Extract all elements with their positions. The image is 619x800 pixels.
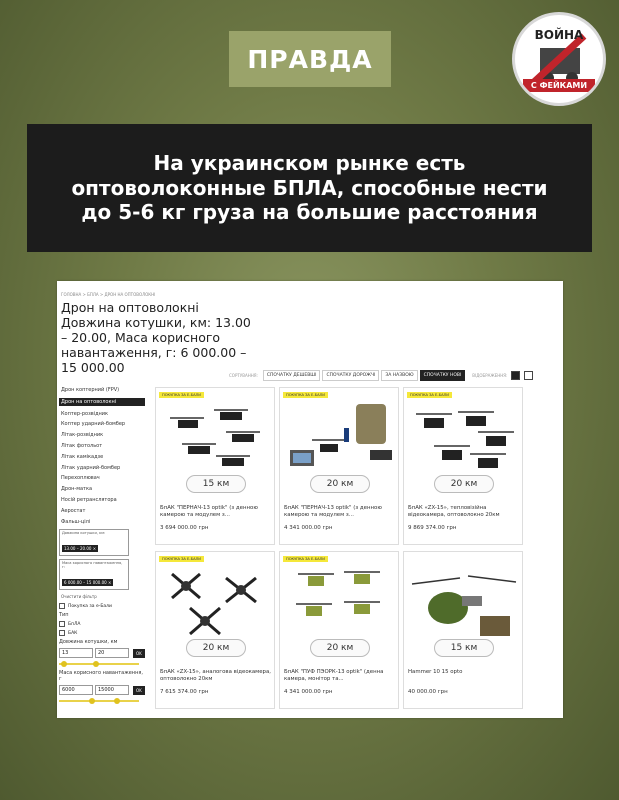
product-price: 4 341 000.00 грн — [284, 525, 333, 531]
payload-max-input[interactable]: 15000 — [95, 685, 129, 695]
sidebar-item-relay-carrier[interactable]: Носій ретранслятора — [61, 496, 117, 503]
ebaly-tag: ПОКУПКА ЗА Е-БАЛИ — [283, 392, 328, 398]
sort-name-button[interactable]: ЗА НАЗВОЮ — [381, 370, 417, 381]
sidebar-item-recon-copter[interactable]: Коптер-розвідник — [61, 410, 109, 417]
ebaly-checkbox[interactable] — [59, 603, 145, 609]
ebaly-label: Покупка за е-Бали — [68, 603, 112, 609]
active-filter-coil-value[interactable]: 13.00 – 20.00 × — [64, 546, 97, 552]
type-bak-checkbox[interactable] — [59, 630, 145, 636]
product-price: 4 341 000.00 грн — [284, 689, 333, 695]
sidebar-item-interceptor[interactable]: Перехоплювач — [61, 475, 100, 482]
ebaly-tag: ПОКУПКА ЗА Е-БАЛИ — [283, 556, 328, 562]
type-bpla-label: БпЛА — [68, 621, 81, 627]
slider-knob-max[interactable] — [114, 698, 120, 704]
payload-range-label: Маса корисного навантаження, г — [59, 670, 143, 683]
type-bpla-checkbox[interactable] — [59, 621, 145, 627]
coil-range — [59, 648, 145, 658]
pravda-badge: ПРАВДА — [229, 31, 391, 87]
sidebar-item-bomber-copter[interactable]: Коптер ударний-бомбер — [61, 421, 126, 428]
payload-slider[interactable] — [59, 698, 139, 704]
active-filter-coil[interactable] — [59, 529, 129, 556]
checkbox-icon — [59, 621, 65, 627]
active-filter-payload-label: Маса корисного навантаження, г: — [62, 561, 123, 570]
breadcrumb[interactable]: ГОЛОВНА > БПЛА > ДРОН НА ОПТОВОЛОКНІ — [61, 292, 156, 297]
ebaly-tag: ПОКУПКА ЗА Е-БАЛИ — [159, 392, 204, 398]
logo-bottom-text: С ФЕЙКАМИ — [523, 79, 595, 92]
range-badge: 20 км — [310, 639, 370, 657]
payload-min-input[interactable]: 6000 — [59, 685, 93, 695]
product-card[interactable] — [403, 387, 523, 545]
page-title: Дрон на оптоволокні Довжина котушки, км: 13.00 – 20.00, Маса корисного навантаження, г: 6 000.00 – 15 000.00 — [61, 300, 251, 375]
coil-slider[interactable] — [59, 661, 139, 667]
range-badge: 20 км — [310, 475, 370, 493]
sidebar-item-bomber-plane[interactable]: Літак ударний-бомбер — [61, 464, 121, 471]
sidebar-item-aerostat[interactable]: Аеростат — [61, 507, 86, 514]
range-badge: 15 км — [434, 639, 494, 657]
sort-expensive-button[interactable]: СПОЧАТКУ ДОРОЖЧІ — [322, 370, 379, 381]
product-card[interactable] — [279, 387, 399, 545]
product-name[interactable]: Hammer 10 15 opto — [408, 669, 463, 675]
product-name[interactable]: БпАК «ZX-15», тепловізійна відеокамера, оптоволокно 20км — [408, 505, 500, 518]
sidebar-item-fiber-drone[interactable]: Дрон на оптоволокні — [59, 398, 145, 406]
headline: На украинском рынке есть оптоволоконные БПЛА, способные нести до 5-6 кг груза на большие расстояния — [27, 124, 592, 252]
sort-bar — [229, 370, 533, 381]
range-badge: 20 км — [186, 639, 246, 657]
product-card[interactable] — [279, 551, 399, 709]
checkbox-icon — [59, 603, 65, 609]
sidebar-item-photo-plane[interactable]: Літак фотольот — [61, 442, 103, 449]
sidebar-item-mothership[interactable]: Дрон-матка — [61, 486, 93, 493]
sort-newest-button[interactable]: СПОЧАТКУ НОВІ — [420, 370, 466, 381]
product-price: 3 694 000.00 грн — [160, 525, 209, 531]
product-card[interactable] — [155, 387, 275, 545]
list-view-icon[interactable] — [524, 371, 533, 380]
product-name[interactable]: БпАК «ZX-15», аналогова відеокамера, оптоволокно 20км — [160, 669, 271, 682]
slider-knob-min[interactable] — [89, 698, 95, 704]
product-name[interactable]: БпАК "ПЕРНАЧ-13 optik" (з денною камерою та модулем з... — [160, 505, 258, 518]
clear-filter-button[interactable]: Очистити фільтр — [61, 594, 97, 600]
payload-range — [59, 685, 145, 695]
sort-label: СОРТУВАННЯ: — [229, 373, 258, 378]
grid-view-icon[interactable] — [511, 371, 520, 380]
product-price: 7 615 374.00 грн — [160, 689, 209, 695]
coil-max-input[interactable]: 20 — [95, 648, 129, 658]
product-card[interactable] — [155, 551, 275, 709]
logo-top-text: ВОЙНА — [534, 28, 584, 42]
war-on-fakes-logo — [512, 12, 606, 106]
range-badge: 20 км — [434, 475, 494, 493]
shop-screenshot — [57, 281, 563, 718]
payload-ok-button[interactable]: OK — [133, 686, 145, 695]
active-filter-coil-label: Довжина котушки, км: — [62, 531, 106, 536]
sort-cheapest-button[interactable]: СПОЧАТКУ ДЕШЕВШІ — [263, 370, 321, 381]
sidebar-item-recon-plane[interactable]: Літак-розвідник — [61, 432, 104, 439]
coil-range-label: Довжина котушки, км — [59, 639, 118, 646]
sidebar-item-decoys[interactable]: Фальш-цілі — [61, 518, 91, 525]
sidebar — [59, 387, 145, 704]
type-bak-label: БАК — [68, 630, 78, 636]
sidebar-item-kamikaze[interactable]: Літак камікадзе — [61, 453, 104, 460]
checkbox-icon — [59, 630, 65, 636]
slider-knob-min[interactable] — [61, 661, 67, 667]
coil-min-input[interactable]: 13 — [59, 648, 93, 658]
slider-knob-max[interactable] — [93, 661, 99, 667]
active-filter-payload[interactable] — [59, 559, 129, 590]
active-filter-payload-value[interactable]: 6 000.00 – 15 000.00 × — [64, 580, 112, 586]
range-badge: 15 км — [186, 475, 246, 493]
product-price: 40 000.00 грн — [408, 689, 448, 695]
ebaly-tag: ПОКУПКА ЗА Е-БАЛИ — [159, 556, 204, 562]
ebaly-tag: ПОКУПКА ЗА Е-БАЛИ — [407, 392, 452, 398]
product-name[interactable]: БпАК "ПУФ ПЭОРК-13 optik" (денна камера, монітор та... — [284, 669, 384, 682]
type-label: Тип — [59, 612, 69, 619]
product-name[interactable]: БпАК "ПЕРНАЧ-13 optik" (з денною камерою та модулем з... — [284, 505, 382, 518]
product-card[interactable] — [403, 551, 523, 709]
view-label: ВІДОБРАЖЕННЯ: — [472, 373, 508, 378]
coil-ok-button[interactable]: OK — [133, 649, 145, 658]
sidebar-item-fpv[interactable]: Дрон коптерний (FPV) — [61, 387, 120, 393]
product-price: 9 869 374.00 грн — [408, 525, 457, 531]
